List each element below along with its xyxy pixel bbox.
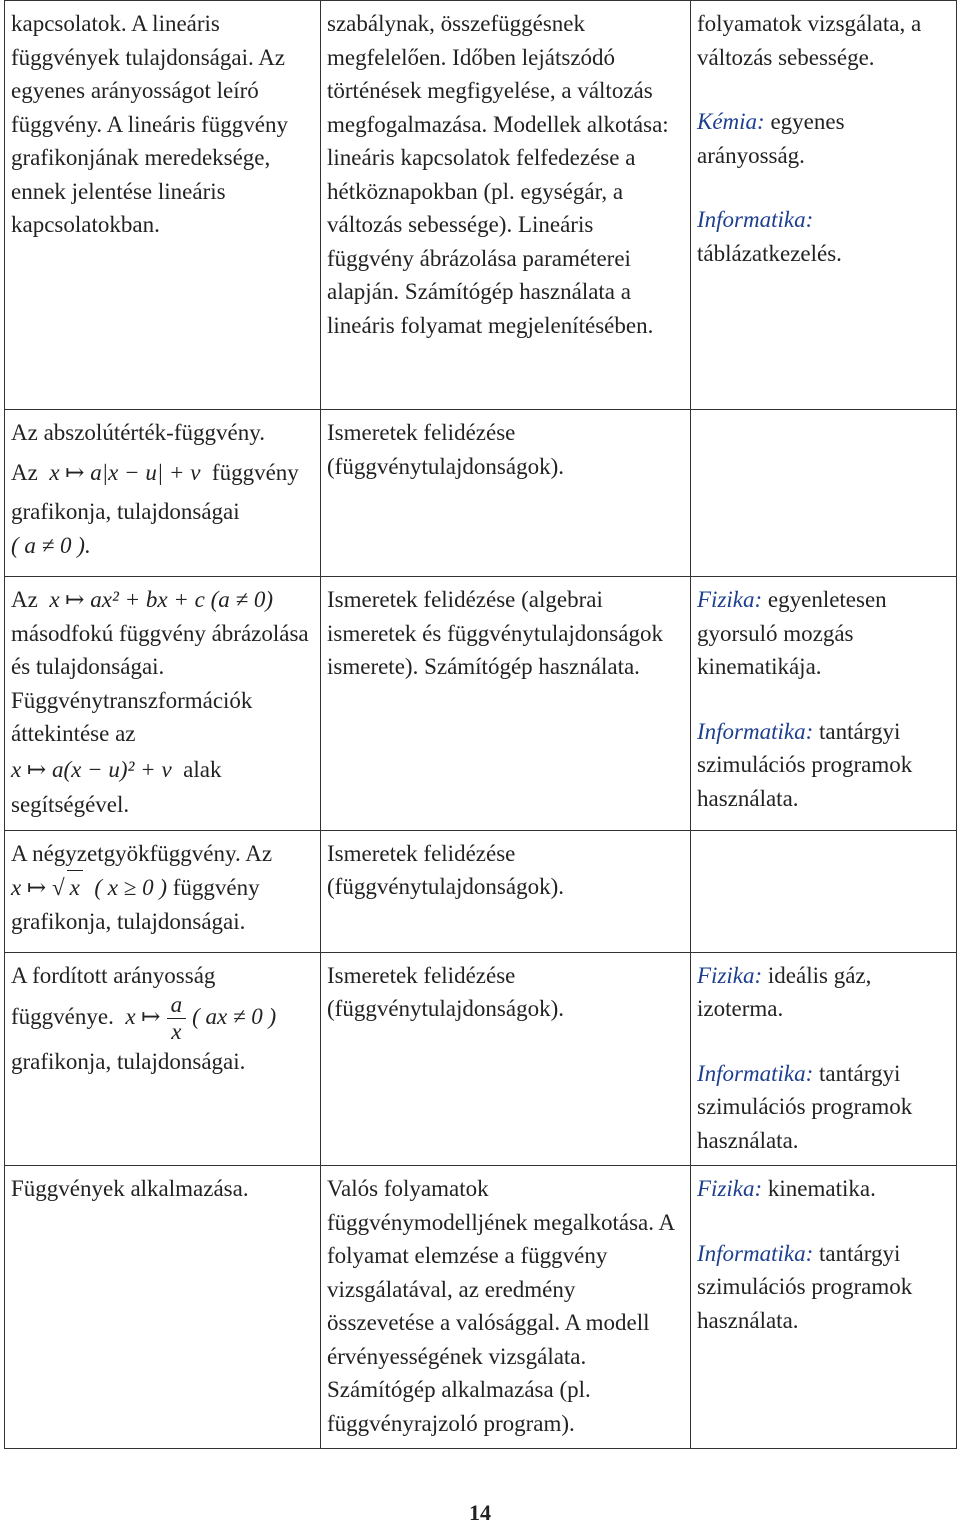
activity-cell: [321, 952, 691, 1166]
connection-cell: [691, 1, 957, 410]
fraction: [167, 992, 187, 1045]
activity-text: Ismeretek felidézése (függvénytulajdonságok).: [327, 420, 564, 479]
subject-label: Informatika:: [697, 207, 814, 232]
topic-cell: [5, 830, 321, 952]
topic-text: kapcsolatok. A lineáris függvények tulajdonságai. Az egyenes arányosságot leíró függvény. A lineáris függvény grafikonjának meredeksége, ennek jelentése lineáris kapcsolatokban.: [11, 11, 289, 237]
activity-cell: [321, 410, 691, 577]
activity-cell: [321, 577, 691, 831]
fraction-denominator: x: [171, 1019, 182, 1044]
topic-cell: [5, 410, 321, 577]
connection-cell: [691, 410, 957, 577]
connection-cell: [691, 830, 957, 952]
subject-label: Fizika:: [697, 962, 763, 988]
topic-text: Függvények alkalmazása.: [11, 1176, 249, 1201]
table-row: [5, 1, 957, 410]
topic-cell: [5, 1, 321, 410]
formula: x ↦ a(x − u)² + v: [11, 756, 172, 782]
topic-formula-line: x ↦ √ x ( x ≥ 0 ) függvény: [11, 870, 314, 905]
topic-text: segítségével.: [11, 792, 130, 817]
connection-text: egyenes arányosság.: [697, 109, 845, 168]
connection-text: egyenletesen gyorsuló mozgás kinematikája.: [697, 587, 887, 679]
connection-item: [697, 715, 950, 816]
connection-text: tantárgyi szimulációs programok használata.: [697, 718, 913, 811]
formula: x ↦ ax² + bx + c (a ≠ 0): [49, 587, 274, 612]
connection-text: ideális gáz, izoterma.: [697, 962, 872, 1021]
sqrt-radicand: x: [67, 870, 83, 905]
topic-text: A négyzetgyökfüggvény. Az: [11, 840, 273, 866]
activity-text: szabálynak, összefüggésnek megfelelően. Időben lejátszódó történések megfigyelése, a változás megfogalmazása. Modellek alkotása: lineáris kapcsolatok felfedezése a hétköznapokban (pl. egységár, a változás sebessége). Lineáris függvény ábrázolása paraméterei alapján. Számítógép használata a lineáris folyamat megjelenítésében.: [327, 11, 669, 338]
topic-formula-line: [11, 753, 314, 787]
table-row: [5, 577, 957, 831]
connection-item: [697, 1057, 950, 1158]
activity-cell: [321, 1166, 691, 1449]
connection-item: [697, 203, 950, 270]
subject-label: Informatika:: [697, 1240, 814, 1266]
curriculum-table: [4, 0, 957, 1449]
topic-text: másodfokú függvény ábrázolása és tulajdonságai. Függvénytranszformációk áttekintése az: [11, 620, 309, 746]
connection-item: [697, 105, 950, 172]
subject-label: Informatika:: [697, 1060, 814, 1086]
topic-text: függvény: [211, 459, 299, 485]
topic-text: A fordított arányosság: [11, 962, 216, 988]
formula: x ↦: [125, 1003, 161, 1029]
fraction-numerator: a: [167, 992, 187, 1019]
topic-text: Az: [11, 459, 38, 485]
connection-cell: [691, 577, 957, 831]
connection-text: táblázatkezelés.: [697, 240, 842, 266]
page-number: 14: [469, 1500, 491, 1525]
activity-cell: [321, 830, 691, 952]
formula: x ↦: [11, 875, 47, 900]
activity-cell: [321, 1, 691, 410]
connection-item: [697, 1172, 950, 1206]
topic-cell: [5, 1166, 321, 1449]
formula: ( ax ≠ 0 ): [192, 1003, 277, 1029]
topic-formula-line: [11, 456, 314, 490]
table-row: [5, 830, 957, 952]
subject-label: Informatika:: [697, 718, 814, 744]
connection-text: tantárgyi szimulációs programok használata.: [697, 1240, 913, 1333]
connection-item: [697, 1237, 950, 1338]
activity-text: Ismeretek felidézése (függvénytulajdonságok).: [327, 962, 564, 1021]
topic-text: függvény: [172, 875, 260, 900]
topic-cell: [5, 952, 321, 1166]
formula: ( a ≠ 0 ).: [11, 532, 91, 558]
activity-text: Ismeretek felidézése (algebrai ismeretek és függvénytulajdonságok ismerete). Számítógép használata.: [327, 587, 663, 679]
subject-label: Fizika:: [697, 1176, 763, 1201]
activity-text: Ismeretek felidézése (függvénytulajdonságok).: [327, 840, 564, 899]
subject-label: Fizika:: [697, 587, 763, 612]
connection-text: folyamatok vizsgálata, a változás sebessége.: [697, 11, 922, 70]
topic-text: függvénye.: [11, 1003, 114, 1029]
activity-text: Valós folyamatok függvénymodelljének megalkotása. A folyamat elemzése a függvény vizsgálatával, az eredmény összevetése a valósággal. A modell érvényességének vizsgálata. Számítógép alkalmazása (pl. függvényrajzoló program).: [327, 1176, 674, 1436]
topic-text: Az abszolútérték-függvény.: [11, 420, 265, 445]
connection-item: [697, 583, 950, 684]
table-row: [5, 1166, 957, 1449]
connection-text: kinematika.: [762, 1176, 876, 1201]
topic-text: Az: [11, 587, 38, 612]
formula: x ↦ a|x − u| + v: [49, 459, 201, 485]
topic-text: grafikonja, tulajdonságai: [11, 499, 240, 524]
topic-formula-line: [11, 992, 314, 1045]
subject-label: Kémia:: [697, 109, 765, 134]
table-row: [5, 410, 957, 577]
topic-formula-line: [11, 583, 314, 617]
connection-item: [697, 959, 950, 1026]
table-row: [5, 952, 957, 1166]
connection-cell: [691, 1166, 957, 1449]
connection-text: tantárgyi szimulációs programok használata.: [697, 1060, 913, 1153]
topic-cell: [5, 577, 321, 831]
topic-text: grafikonja, tulajdonságai.: [11, 908, 246, 934]
topic-text: grafikonja, tulajdonságai.: [11, 1049, 246, 1074]
formula: ( x ≥ 0 ): [94, 875, 167, 900]
connection-cell: [691, 952, 957, 1166]
topic-text: alak: [183, 756, 222, 782]
